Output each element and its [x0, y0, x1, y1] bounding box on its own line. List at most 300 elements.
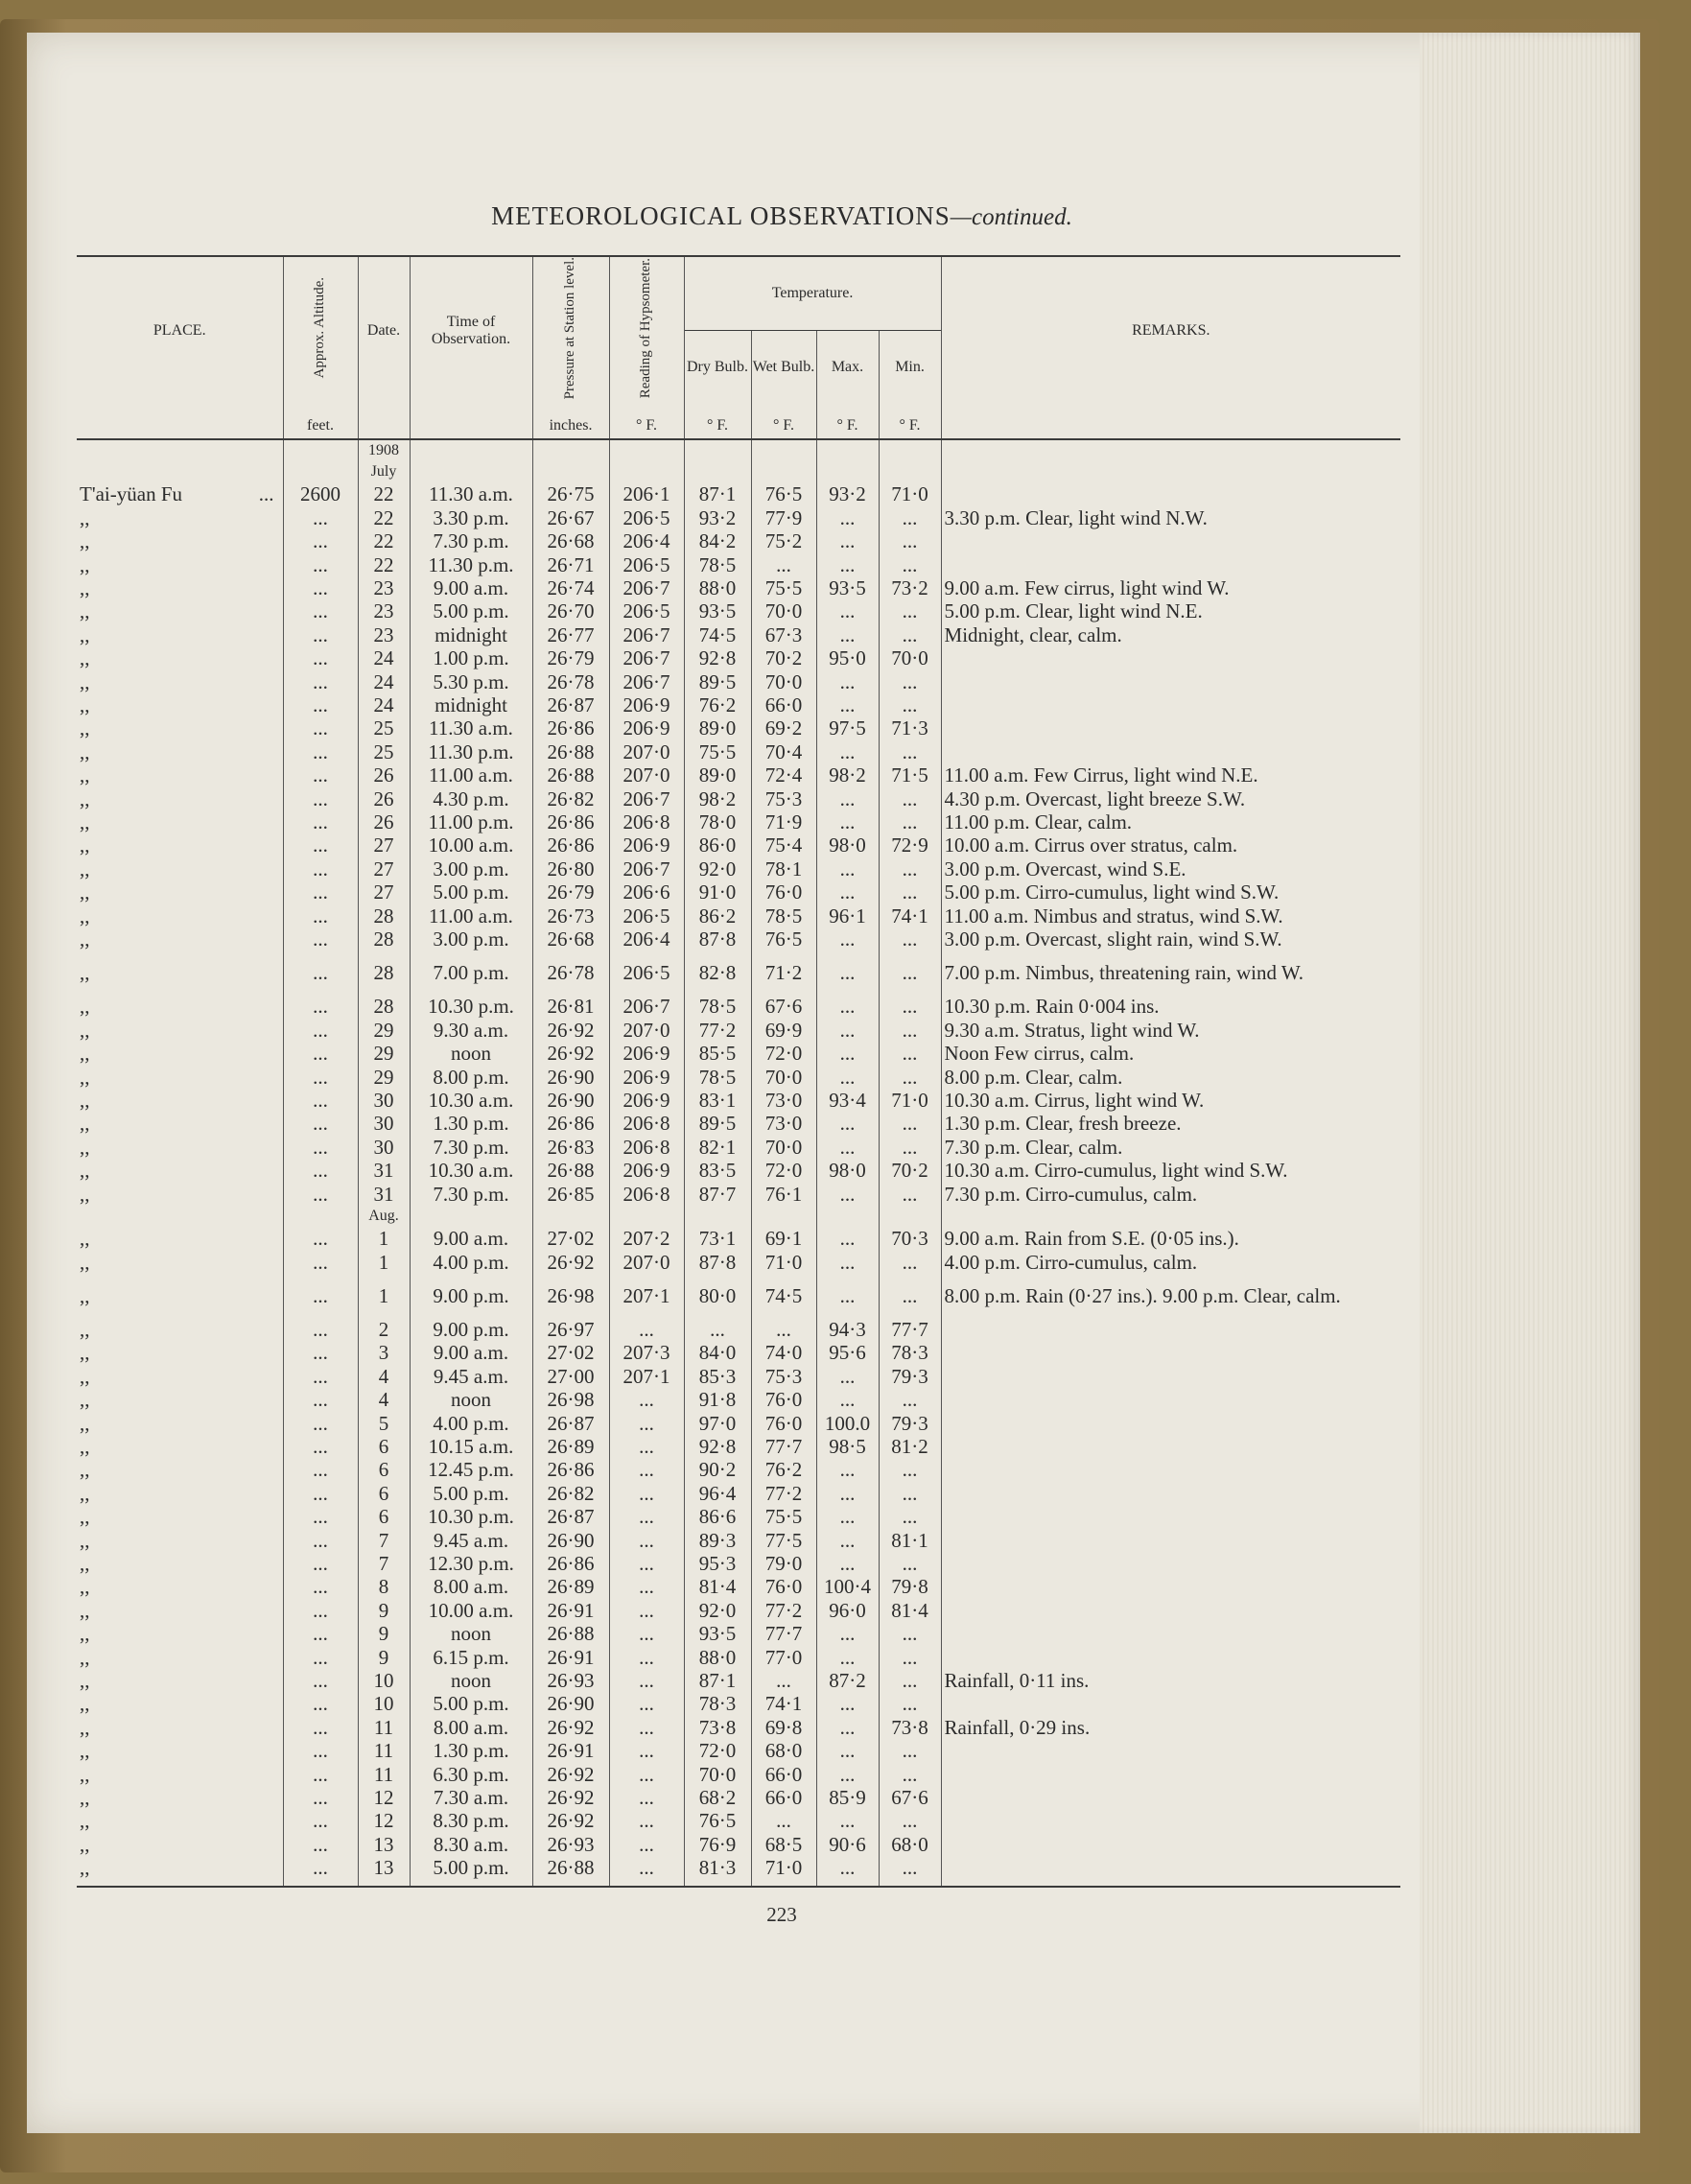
cell-remarks: 3.30 p.m. Clear, light wind N.W. [941, 506, 1400, 529]
cell-dry: ... [684, 1318, 751, 1341]
cell-remarks: 7.00 p.m. Nimbus, threatening rain, wind W. [941, 951, 1400, 995]
cell-min: ... [879, 623, 941, 646]
cell-wet: 72·4 [751, 763, 816, 787]
cell-wet: 72·0 [751, 1042, 816, 1065]
cell-pressure: 26·80 [532, 857, 609, 881]
cell-alt: ... [283, 834, 358, 857]
cell-wet: 66·0 [751, 693, 816, 716]
cell-time: 1.30 p.m. [410, 1112, 532, 1135]
cell-hyp: ... [609, 1739, 684, 1762]
table-row [77, 1482, 1400, 1505]
cell-dry: 86·6 [684, 1505, 751, 1528]
cell-max: 100.0 [816, 1412, 879, 1435]
cell-time: 11.00 p.m. [410, 810, 532, 834]
cell-time: 5.30 p.m. [410, 670, 532, 693]
cell-date: 6 [358, 1505, 410, 1528]
cell-remarks [941, 1435, 1400, 1458]
cell-hyp: 206·7 [609, 787, 684, 810]
cell-wet: 77·7 [751, 1435, 816, 1458]
cell-remarks [941, 1692, 1400, 1715]
cell-min [879, 1206, 941, 1227]
cell-remarks [941, 1833, 1400, 1856]
cell-date: 4 [358, 1365, 410, 1388]
table-row [77, 1622, 1400, 1645]
unit-place [77, 404, 283, 439]
cell-time: 11.30 p.m. [410, 740, 532, 763]
cell-alt: ... [283, 881, 358, 904]
cell-hyp: ... [609, 1669, 684, 1692]
cell-date: 6 [358, 1458, 410, 1481]
cell-alt: ... [283, 928, 358, 951]
cell-time: 9.00 a.m. [410, 576, 532, 599]
cell-dry: 82·8 [684, 951, 751, 995]
cell-pressure: 26·68 [532, 529, 609, 552]
cell-date: 5 [358, 1412, 410, 1435]
cell-remarks [941, 1552, 1400, 1575]
cell-remarks [941, 1739, 1400, 1762]
cell-remarks: Noon Few cirrus, calm. [941, 1042, 1400, 1065]
cell-date: 11 [358, 1763, 410, 1786]
cell-date: 29 [358, 1042, 410, 1065]
cell-pressure: 26·92 [532, 1042, 609, 1065]
cell-date: 31 [358, 1159, 410, 1182]
cell-max: ... [816, 810, 879, 834]
cell-dry: 87·8 [684, 1251, 751, 1274]
cell-min: ... [879, 693, 941, 716]
cell-pressure: 26·74 [532, 576, 609, 599]
cell-dry: 74·5 [684, 623, 751, 646]
cell-hyp: ... [609, 1458, 684, 1481]
cell-dry: 98·2 [684, 787, 751, 810]
cell-hyp: 207·3 [609, 1341, 684, 1364]
table-row [77, 1809, 1400, 1832]
cell-time: 4.00 p.m. [410, 1251, 532, 1274]
cell-remarks: 5.00 p.m. Cirro-cumulus, light wind S.W. [941, 881, 1400, 904]
cell-wet: 68·5 [751, 1833, 816, 1856]
cell-place: ,, [80, 505, 90, 529]
cell-min: 81·2 [879, 1435, 941, 1458]
cell-dry: 73·8 [684, 1716, 751, 1739]
table-row [77, 599, 1400, 622]
table-row [77, 1019, 1400, 1042]
cell-place: ,, [80, 1832, 90, 1856]
cell-hyp: ... [609, 1809, 684, 1832]
cell-time: 5.00 p.m. [410, 881, 532, 904]
cell-pressure: 26·86 [532, 810, 609, 834]
cell-time: 8.00 a.m. [410, 1716, 532, 1739]
cell-max: ... [816, 1716, 879, 1739]
cell-place: ,, [80, 1551, 90, 1575]
cell-pressure: 26·97 [532, 1318, 609, 1341]
cell-date: 24 [358, 693, 410, 716]
month-label-row [77, 1206, 1400, 1227]
cell-date: 23 [358, 576, 410, 599]
cell-time: 11.30 a.m. [410, 716, 532, 740]
cell-wet: 76·5 [751, 928, 816, 951]
cell-hyp: 206·9 [609, 693, 684, 716]
cell-hyp: 206·5 [609, 904, 684, 928]
cell-hyp [609, 461, 684, 482]
cell-dry [684, 461, 751, 482]
cell-min [879, 461, 941, 482]
cell-hyp: ... [609, 1529, 684, 1552]
cell-max: ... [816, 1112, 879, 1135]
cell-alt: ... [283, 1763, 358, 1786]
cell-max: ... [816, 529, 879, 552]
cell-pressure: 26·89 [532, 1575, 609, 1598]
cell-alt: ... [283, 995, 358, 1018]
table-row [77, 1183, 1400, 1206]
cell-max: ... [816, 1505, 879, 1528]
table-row [77, 1669, 1400, 1692]
cell-max: ... [816, 1019, 879, 1042]
cell-hyp: ... [609, 1622, 684, 1645]
cell-date: 1 [358, 1227, 410, 1250]
cell-pressure: 26·88 [532, 740, 609, 763]
cell-min [879, 439, 941, 461]
cell-date: 24 [358, 670, 410, 693]
cell-time: 1.00 p.m. [410, 646, 532, 669]
cell-dry: 78·5 [684, 553, 751, 576]
cell-date: 26 [358, 787, 410, 810]
unit-hypsometer: ° F. [609, 404, 684, 439]
cell-wet: 76·0 [751, 881, 816, 904]
cell-min: ... [879, 1251, 941, 1274]
cell-hyp: 207·1 [609, 1274, 684, 1318]
cell-dry: 84·0 [684, 1341, 751, 1364]
cell-place: ,, [80, 1089, 90, 1113]
cell-hyp: 206·7 [609, 576, 684, 599]
cell-hyp: 206·5 [609, 506, 684, 529]
table-row [77, 1575, 1400, 1598]
cell-place: ,, [80, 1692, 90, 1716]
cell-hyp: ... [609, 1575, 684, 1598]
cell-place: ,, [77, 1856, 283, 1886]
table-row [77, 576, 1400, 599]
cell-hyp: ... [609, 1482, 684, 1505]
cell-wet: 79·0 [751, 1552, 816, 1575]
cell-wet: 70·0 [751, 1066, 816, 1089]
cell-hyp: 207·1 [609, 1365, 684, 1388]
cell-remarks: 7.30 p.m. Cirro-cumulus, calm. [941, 1183, 1400, 1206]
cell-max: 98·2 [816, 763, 879, 787]
cell-time: 1.30 p.m. [410, 1739, 532, 1762]
header-wet-bulb: Wet Bulb. [751, 330, 816, 404]
cell-pressure: 26·75 [532, 482, 609, 505]
cell-remarks [941, 1763, 1400, 1786]
cell-min: 79·3 [879, 1365, 941, 1388]
cell-max: ... [816, 1251, 879, 1274]
cell-pressure: 26·91 [532, 1599, 609, 1622]
cell-pressure: 27·00 [532, 1365, 609, 1388]
cell-time: noon [410, 1669, 532, 1692]
cell-alt: ... [283, 810, 358, 834]
cell-time: noon [410, 1622, 532, 1645]
cell-wet: 71·0 [751, 1856, 816, 1886]
cell-pressure: 26·92 [532, 1809, 609, 1832]
cell-alt: ... [283, 740, 358, 763]
cell-pressure: 26·90 [532, 1066, 609, 1089]
cell-alt: ... [283, 904, 358, 928]
cell-place: ,, [80, 740, 90, 763]
table-row [77, 1159, 1400, 1182]
cell-dry: 92·0 [684, 1599, 751, 1622]
cell-time: 9.00 a.m. [410, 1227, 532, 1250]
cell-remarks: 10.30 a.m. Cirro-cumulus, light wind S.W. [941, 1159, 1400, 1182]
cell-place: ,, [80, 1598, 90, 1622]
cell-max: ... [816, 1458, 879, 1481]
cell-max: 95·6 [816, 1341, 879, 1364]
cell-dry: 90·2 [684, 1458, 751, 1481]
cell-max: ... [816, 1066, 879, 1089]
table-row [77, 1856, 1400, 1886]
cell-max: 87·2 [816, 1669, 879, 1692]
cell-alt: ... [283, 1458, 358, 1481]
cell-wet: ... [751, 1669, 816, 1692]
cell-wet: 71·9 [751, 810, 816, 834]
cell-dry: 78·5 [684, 995, 751, 1018]
cell-min: ... [879, 995, 941, 1018]
cell-wet: 73·0 [751, 1112, 816, 1135]
cell-max: 97·5 [816, 716, 879, 740]
table-row [77, 646, 1400, 669]
cell-wet: 78·5 [751, 904, 816, 928]
unit-wet: ° F. [751, 404, 816, 439]
cell-time: 11.30 a.m. [410, 482, 532, 505]
cell-date: 28 [358, 928, 410, 951]
cell-pressure [532, 461, 609, 482]
cell-date: 7 [358, 1552, 410, 1575]
cell-time: 4.30 p.m. [410, 787, 532, 810]
cell-wet: 76·5 [751, 482, 816, 505]
table-row [77, 1066, 1400, 1089]
unit-min: ° F. [879, 404, 941, 439]
cell-remarks [941, 439, 1400, 461]
cell-min: ... [879, 529, 941, 552]
cell-wet: 70·4 [751, 740, 816, 763]
cell-place: ,, [80, 810, 90, 834]
header-time: Time of Observation. [410, 256, 532, 404]
table-row [77, 881, 1400, 904]
cell-pressure: 26·73 [532, 904, 609, 928]
cell-wet: 76·0 [751, 1412, 816, 1435]
cell-max: ... [816, 1809, 879, 1832]
cell-min: 67·6 [879, 1786, 941, 1809]
cell-max: ... [816, 1365, 879, 1388]
cell-pressure: 26·70 [532, 599, 609, 622]
cell-alt: ... [283, 1412, 358, 1435]
cell-alt: ... [283, 1599, 358, 1622]
cell-dry: 89·5 [684, 1112, 751, 1135]
cell-min: 81·4 [879, 1599, 941, 1622]
cell-alt: ... [283, 1089, 358, 1112]
cell-remarks [941, 646, 1400, 669]
cell-dry: 73·1 [684, 1227, 751, 1250]
cell-alt: ... [283, 1341, 358, 1364]
cell-hyp: 206·4 [609, 928, 684, 951]
cell-min: 79·8 [879, 1575, 941, 1598]
cell-max: ... [816, 1622, 879, 1645]
cell-date: Aug. [358, 1206, 410, 1227]
cell-hyp [609, 439, 684, 461]
cell-hyp: 206·8 [609, 1112, 684, 1135]
cell-time: 7.30 p.m. [410, 1136, 532, 1159]
cell-max: ... [816, 1692, 879, 1715]
cell-date: 12 [358, 1786, 410, 1809]
cell-place: ,, [80, 1458, 90, 1482]
cell-wet: 78·1 [751, 857, 816, 881]
cell-max: ... [816, 1042, 879, 1065]
cell-hyp: ... [609, 1716, 684, 1739]
table-row [77, 693, 1400, 716]
table-row [77, 1388, 1400, 1411]
cell-remarks: 1.30 p.m. Clear, fresh breeze. [941, 1112, 1400, 1135]
cell-dry: 80·0 [684, 1274, 751, 1318]
cell-dry: 86·0 [684, 834, 751, 857]
cell-wet: 69·1 [751, 1227, 816, 1250]
cell-min: 71·0 [879, 1089, 941, 1112]
cell-max: 85·9 [816, 1786, 879, 1809]
cell-max: ... [816, 857, 879, 881]
cell-hyp [609, 1206, 684, 1227]
cell-remarks [941, 693, 1400, 716]
cell-min: ... [879, 1856, 941, 1886]
cell-time [410, 439, 532, 461]
cell-max: ... [816, 599, 879, 622]
cell-place: ,, [80, 928, 90, 951]
title-continued: —continued. [950, 204, 1072, 230]
table-row [77, 951, 1400, 995]
cell-wet: 75·5 [751, 576, 816, 599]
cell-max: ... [816, 506, 879, 529]
cell-max: ... [816, 1274, 879, 1318]
cell-remarks [941, 1206, 1400, 1227]
table-row [77, 1412, 1400, 1435]
cell-hyp: 206·7 [609, 995, 684, 1018]
cell-alt: ... [283, 1227, 358, 1250]
cell-remarks: 5.00 p.m. Clear, light wind N.E. [941, 599, 1400, 622]
cell-wet: 75·3 [751, 1365, 816, 1388]
cell-remarks [941, 1856, 1400, 1886]
cell-time: 5.00 p.m. [410, 1692, 532, 1715]
cell-wet: 71·2 [751, 951, 816, 995]
cell-place: ,, [80, 834, 90, 857]
cell-date: 28 [358, 904, 410, 928]
cell-date: 22 [358, 482, 410, 505]
cell-hyp: 206·4 [609, 529, 684, 552]
table-row [77, 1042, 1400, 1065]
cell-time: 10.30 p.m. [410, 1505, 532, 1528]
cell-dry: 86·2 [684, 904, 751, 928]
cell-pressure: 27·02 [532, 1227, 609, 1250]
cell-dry: 78·0 [684, 810, 751, 834]
cell-hyp: 206·8 [609, 1183, 684, 1206]
cell-time: 8.30 a.m. [410, 1833, 532, 1856]
cell-wet: 66·0 [751, 1763, 816, 1786]
cell-remarks [941, 1622, 1400, 1645]
cell-dry: 89·0 [684, 763, 751, 787]
cell-place: ,, [80, 622, 90, 646]
cell-min: ... [879, 1646, 941, 1669]
cell-dry: 83·5 [684, 1159, 751, 1182]
cell-dry: 92·8 [684, 646, 751, 669]
cell-alt: ... [283, 1692, 358, 1715]
cell-wet: 77·7 [751, 1622, 816, 1645]
cell-time: 6.30 p.m. [410, 1763, 532, 1786]
cell-place: ,, [80, 1762, 90, 1786]
cell-hyp: 207·0 [609, 1019, 684, 1042]
cell-dry: 96·4 [684, 1482, 751, 1505]
cell-dry: 92·8 [684, 1435, 751, 1458]
cell-alt: ... [283, 1809, 358, 1832]
cell-min: ... [879, 787, 941, 810]
header-pressure: Pressure at Station level. [532, 256, 609, 404]
cell-pressure: 26·92 [532, 1716, 609, 1739]
cell-remarks [941, 740, 1400, 763]
cell-date: 7 [358, 1529, 410, 1552]
header-hypsometer: Reading of Hypsometer. [609, 256, 684, 404]
cell-hyp: ... [609, 1599, 684, 1622]
cell-hyp: ... [609, 1388, 684, 1411]
cell-wet: 70·2 [751, 646, 816, 669]
cell-max: ... [816, 1183, 879, 1206]
cell-alt: ... [283, 1112, 358, 1135]
cell-place: ,, [80, 1042, 90, 1066]
cell-alt: ... [283, 553, 358, 576]
cell-time: midnight [410, 693, 532, 716]
cell-place: ,, [80, 857, 90, 881]
table-row [77, 763, 1400, 787]
cell-time: 7.30 a.m. [410, 1786, 532, 1809]
cell-hyp: ... [609, 1505, 684, 1528]
unit-remarks [941, 404, 1400, 439]
cell-pressure: 26·86 [532, 1458, 609, 1481]
cell-pressure: 26·92 [532, 1763, 609, 1786]
cell-hyp: 207·2 [609, 1227, 684, 1250]
cell-time: 10.30 a.m. [410, 1089, 532, 1112]
cell-max: 93·5 [816, 576, 879, 599]
cell-max: ... [816, 1856, 879, 1886]
cell-time: 3.30 p.m. [410, 506, 532, 529]
cell-min: ... [879, 1388, 941, 1411]
cell-max: ... [816, 881, 879, 904]
cell-wet: 75·2 [751, 529, 816, 552]
header-date: Date. [358, 256, 410, 404]
cell-min: 73·2 [879, 576, 941, 599]
cell-alt: ... [283, 1042, 358, 1065]
cell-alt: ... [283, 857, 358, 881]
cell-remarks: 10.30 a.m. Cirrus, light wind W. [941, 1089, 1400, 1112]
cell-min: 71·0 [879, 482, 941, 505]
table-row [77, 1341, 1400, 1364]
table-row [77, 740, 1400, 763]
cell-min: 74·1 [879, 904, 941, 928]
cell-max: 94·3 [816, 1318, 879, 1341]
observations-table [77, 255, 1400, 1888]
cell-pressure: 26·89 [532, 1435, 609, 1458]
cell-place: ,, [80, 1669, 90, 1692]
cell-place: ,, [80, 1411, 90, 1435]
cell-pressure: 26·81 [532, 995, 609, 1018]
cell-dry: 70·0 [684, 1763, 751, 1786]
cell-hyp: ... [609, 1786, 684, 1809]
cell-hyp: ... [609, 1435, 684, 1458]
cell-hyp: 207·0 [609, 1251, 684, 1274]
cell-hyp: 207·0 [609, 763, 684, 787]
header-altitude: Approx. Altitude. [283, 256, 358, 404]
cell-place: ,, [80, 1065, 90, 1089]
cell-remarks: 11.00 a.m. Few Cirrus, light wind N.E. [941, 763, 1400, 787]
